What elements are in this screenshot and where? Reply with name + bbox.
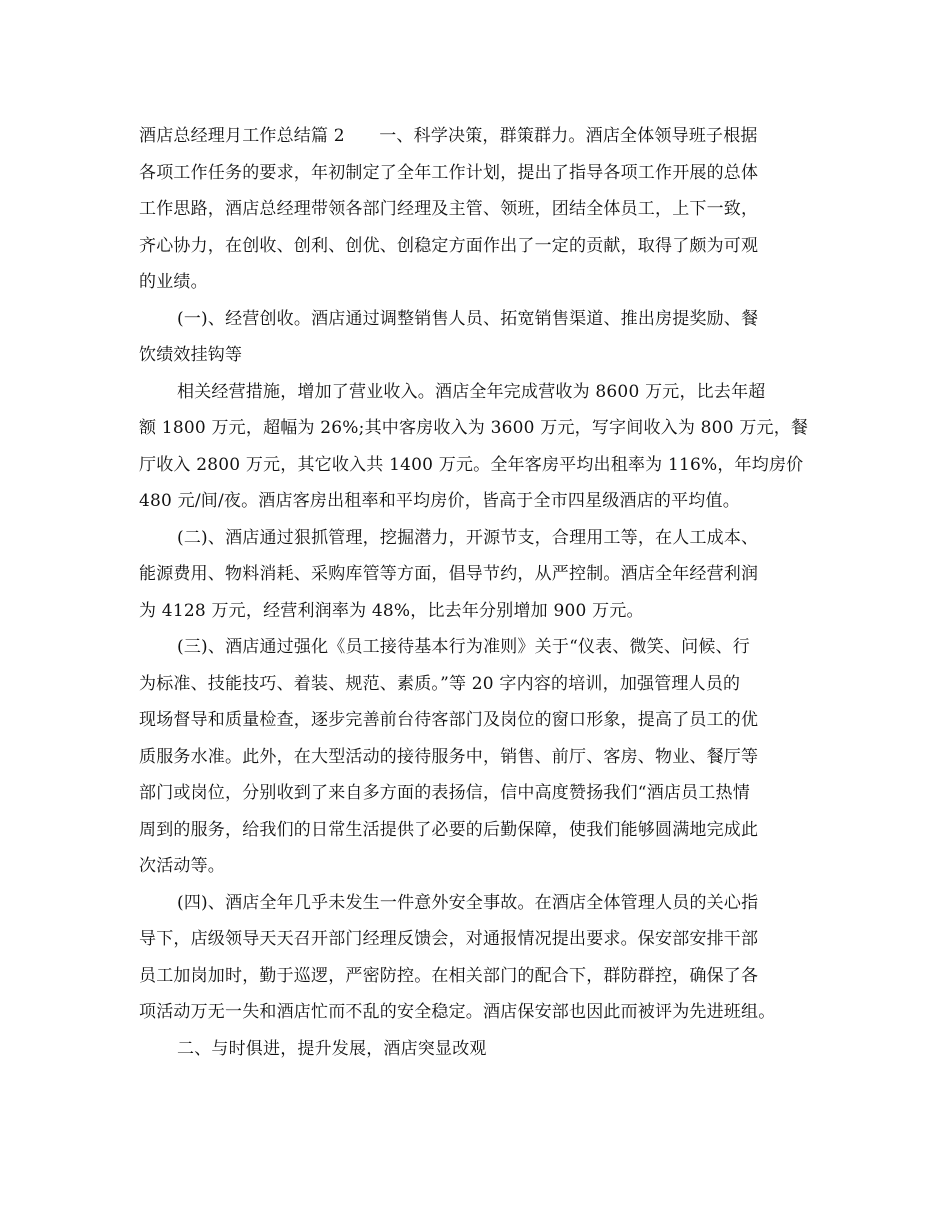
- paragraph-section-3: [139, 629, 829, 885]
- paragraph-revenue: [139, 374, 829, 520]
- text-line: 导下，店级领导天天召开部门经理反馈会，对通报情况提出要求。保安部安排干部: [139, 929, 759, 949]
- text-line: 次活动等。: [139, 856, 225, 876]
- text-line: 酒店总经理月工作总结篇 2 一、科学决策，群策群力。酒店全体领导班子根据: [139, 126, 758, 146]
- text-line: 为 4128 万元，经营利润率为 48%，比去年分别增加 900 万元。: [139, 600, 644, 621]
- document-body: [139, 118, 829, 1067]
- text-line: 饮绩效挂钩等: [139, 345, 243, 365]
- text-line: 项活动万无一失和酒店忙而不乱的安全稳定。酒店保安部也因此而被评为先进班组。: [139, 1002, 776, 1022]
- text-line: 现场督导和质量检查，逐步完善前台待客部门及岗位的窗口形象，提高了员工的优: [139, 710, 759, 730]
- paragraph-section-1: [139, 301, 829, 374]
- text-line: 部门或岗位，分别收到了来自多方面的表扬信，信中高度赞扬我们“酒店员工热情: [139, 783, 750, 803]
- paragraph-part-2-heading: [139, 1031, 829, 1068]
- paragraph-section-2: [139, 520, 829, 630]
- text-line: (四)、酒店全年几乎未发生一件意外安全事故。在酒店全体管理人员的关心指: [177, 892, 759, 913]
- text-line: 厅收入 2800 万元，其它收入共 1400 万元。全年客房平均出租率为 116%，年均房价: [139, 454, 804, 475]
- text-line: 480 元/间/夜。酒店客房出租率和平均房价，皆高于全市四星级酒店的平均值。: [139, 491, 740, 511]
- text-line: 为标准、技能技巧、着装、规范、素质。”等 20 字内容的培训，加强管理人员的: [139, 673, 741, 694]
- paragraph-section-4: [139, 885, 829, 1031]
- paragraph-title-and-intro: [139, 118, 829, 301]
- text-line: 齐心协力，在创收、创利、创优、创稳定方面作出了一定的贡献，取得了颇为可观: [139, 235, 759, 256]
- text-line: 工作思路，酒店总经理带领各部门经理及主管、领班，团结全体员工，上下一致，: [139, 199, 759, 219]
- text-line: 能源费用、物料消耗、采购库管等方面，倡导节约，从严控制。酒店全年经营利润: [139, 564, 759, 584]
- text-line: 的业绩。: [139, 272, 208, 292]
- text-line: (一)、经营创收。酒店通过调整销售人员、拓宽销售渠道、推出房提奖励、餐: [177, 308, 759, 329]
- text-line: 各项工作任务的要求，年初制定了全年工作计划，提出了指导各项工作开展的总体: [139, 162, 759, 183]
- text-line: (三)、酒店通过强化《员工接待基本行为准则》关于“仪表、微笑、问候、行: [177, 637, 750, 657]
- text-line: (二)、酒店通过狠抓管理，挖掘潜力，开源节支，合理用工等，在人工成本、: [177, 527, 759, 548]
- text-line: 二、与时俱进，提升发展，酒店突显改观: [177, 1038, 487, 1059]
- text-line: 员工加岗加时，勤于巡逻，严密防控。在相关部门的配合下，群防群控，确保了各: [139, 965, 759, 986]
- text-line: 质服务水准。此外，在大型活动的接待服务中，销售、前厅、客房、物业、餐厅等: [139, 746, 759, 767]
- text-line: 相关经营措施，增加了营业收入。酒店全年完成营收为 8600 万元，比去年超: [177, 381, 766, 402]
- text-line: 周到的服务，给我们的日常生活提供了必要的后勤保障，使我们能够圆满地完成此: [139, 819, 759, 840]
- text-line: 额 1800 万元，超幅为 26%;其中客房收入为 3600 万元，写字间收入为 800 万元，餐: [139, 418, 809, 438]
